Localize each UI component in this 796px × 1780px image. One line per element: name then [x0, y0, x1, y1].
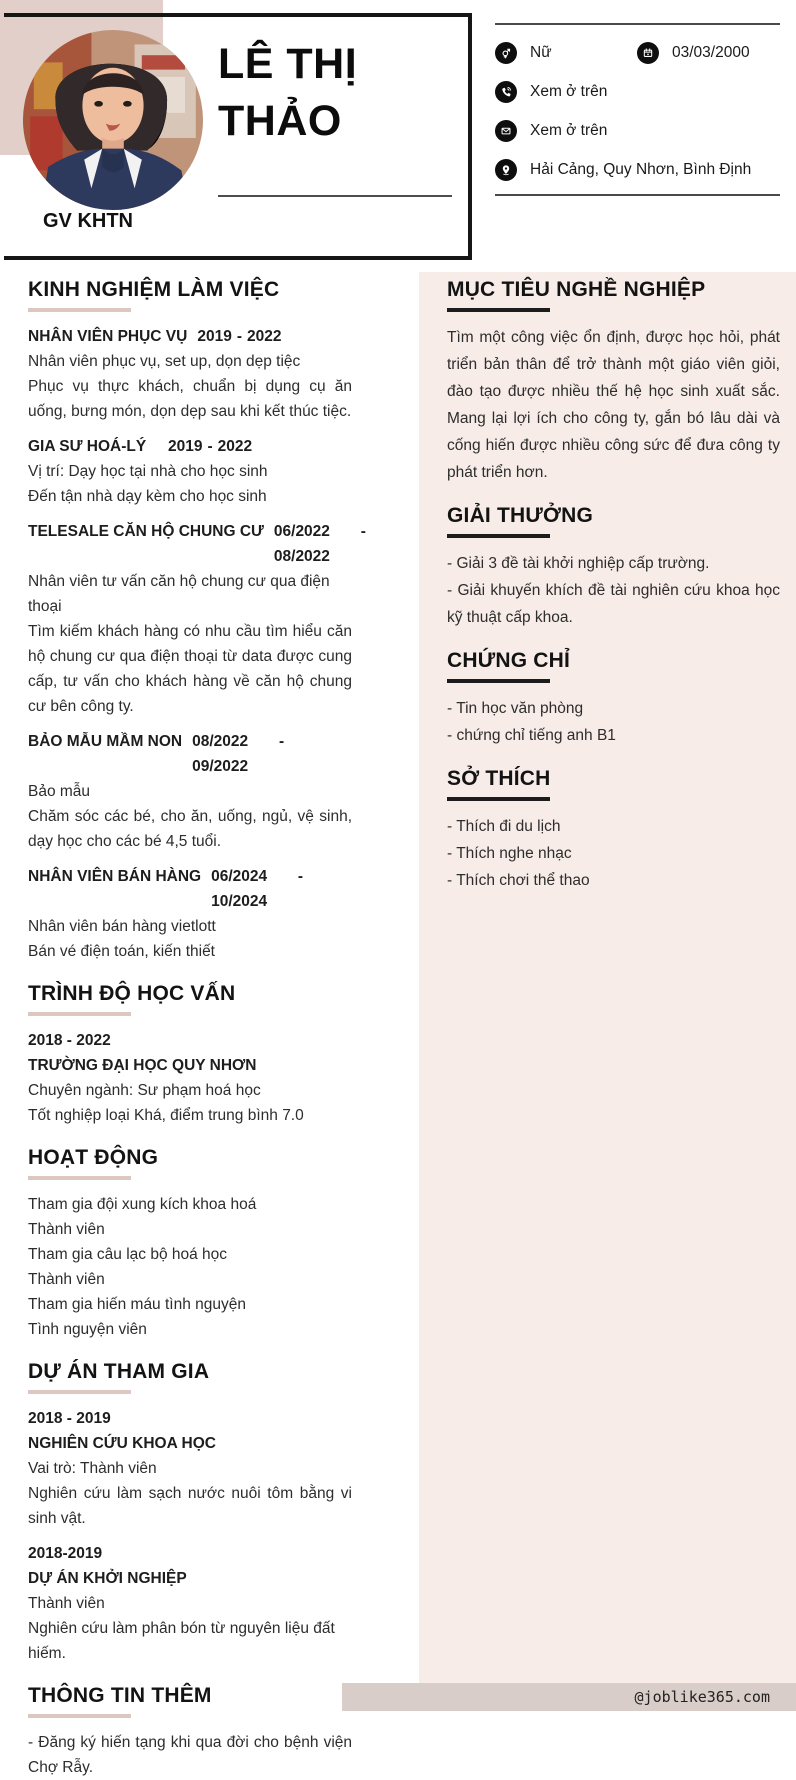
candidate-name: LÊ THỊ THẢO	[218, 40, 358, 145]
section-heading-projects: DỰ ÁN THAM GIA	[28, 1360, 352, 1384]
job-header	[28, 434, 352, 459]
date-separator: -	[297, 868, 304, 885]
email-value: Xem ở trên	[530, 122, 608, 139]
projects-section	[28, 1360, 352, 1666]
date-separator: -	[207, 438, 213, 455]
job-header	[28, 729, 352, 779]
education-section	[28, 982, 352, 1128]
job-description: Phục vụ thực khách, chuẩn bị dụng cụ ăn uống, bưng món, dọn dẹp sau khi kết thúc tiệc.	[28, 378, 352, 420]
education-result: Tốt nghiệp loại Khá, điểm trung bình 7.0	[28, 1107, 304, 1124]
job-date	[197, 324, 281, 349]
phone-icon	[495, 81, 517, 103]
education-school: TRƯỜNG ĐẠI HỌC QUY NHƠN	[28, 1057, 257, 1074]
date-end: 10/2024	[211, 893, 268, 910]
location-icon	[495, 159, 517, 181]
project-description: Nghiên cứu làm phân bón từ nguyên liệu đất hiếm.	[28, 1620, 335, 1662]
job-title: BẢO MẪU MẦM NON	[28, 733, 183, 750]
email-icon	[495, 120, 517, 142]
activity-role: Thành viên	[28, 1271, 105, 1288]
job-date	[168, 434, 252, 459]
project-role: Vai trò: Thành viên	[28, 1460, 157, 1477]
hobby-item: - Thích chơi thể thao	[447, 872, 590, 889]
date-start: 2019	[197, 328, 232, 345]
more-info-text: - Đăng ký hiến tạng khi qua đời cho bệnh viện Chợ Rẫy.	[28, 1734, 352, 1776]
project-years: 2018 - 2019	[28, 1410, 111, 1427]
date-row	[211, 864, 303, 889]
contact-rows	[495, 25, 780, 194]
phone-value: Xem ở trên	[530, 83, 608, 100]
job-entry	[28, 434, 352, 509]
section-heading-objective: MỤC TIÊU NGHỀ NGHIỆP	[447, 278, 780, 302]
job-description: Vị trí: Dạy học tại nhà cho học sinh	[28, 463, 268, 480]
date-start: 06/2024	[211, 868, 268, 885]
date-separator: -	[236, 328, 242, 345]
job-entry	[28, 324, 352, 424]
date-start: 2019	[168, 438, 203, 455]
job-entry	[28, 864, 352, 964]
date-separator: -	[278, 733, 285, 750]
job-description: Bán vé điện toán, kiến thiết	[28, 943, 215, 960]
project-entry	[28, 1541, 352, 1666]
date-end: 08/2022	[273, 548, 330, 565]
job-description: Nhân viên phục vụ, set up, dọn dẹp tiệc	[28, 353, 301, 370]
date-end: 2022	[217, 438, 253, 455]
project-role: Thành viên	[28, 1595, 105, 1612]
section-heading-hobbies: SỞ THÍCH	[447, 767, 780, 791]
hobby-item: - Thích nghe nhạc	[447, 845, 572, 862]
job-title: NHÂN VIÊN PHỤC VỤ	[28, 328, 188, 345]
award-item: - Giải khuyến khích đề tài nghiên cứu khoa học kỹ thuật cấp khoa.	[447, 582, 780, 626]
objective-text: Tìm một công việc ổn định, được học hỏi, phát triển bản thân để trở thành một giáo viên giỏi, đào tạo được nhiều thế hệ học sinh xuất sắc. Mang lại lợi ích cho công ty, gắn bó lâu dài và cống hiến được nhiều công sức để đưa công ty phát triển hơn.	[447, 329, 780, 481]
right-column	[447, 278, 780, 894]
name-underline	[218, 195, 452, 197]
job-description: Chăm sóc các bé, cho ăn, uống, ngủ, vệ sinh, dạy học cho các bé 4,5 tuổi.	[28, 808, 352, 850]
certificates-section	[447, 649, 780, 749]
job-date	[192, 729, 284, 779]
job-description: Nhân viên tư vấn căn hộ chung cư qua điện thoại	[28, 573, 330, 615]
awards-section	[447, 504, 780, 631]
more-info-section	[28, 1684, 352, 1780]
gender-field	[495, 42, 637, 64]
job-title: GIA SƯ HOÁ-LÝ	[28, 438, 147, 455]
section-heading-awards: GIẢI THƯỞNG	[447, 504, 780, 528]
date-separator: -	[360, 523, 366, 540]
activities-section	[28, 1146, 352, 1342]
job-description: Tìm kiếm khách hàng có nhu cầu tìm hiểu căn hộ chung cư qua điện thoại từ data được cung cấp, tư vấn cho khách hàng về căn hộ chung cư bên công ty.	[28, 623, 352, 715]
job-title: TELESALE CĂN HỘ CHUNG CƯ	[28, 523, 264, 540]
contact-row	[495, 42, 780, 64]
dob-field	[637, 42, 750, 64]
certificate-item: - chứng chỉ tiếng anh B1	[447, 727, 616, 744]
section-heading-activities: HOẠT ĐỘNG	[28, 1146, 352, 1170]
project-name: NGHIÊN CỨU KHOA HỌC	[28, 1435, 216, 1452]
job-header	[28, 324, 352, 349]
project-description: Nghiên cứu làm sạch nước nuôi tôm bằng vi sinh vật.	[28, 1485, 352, 1527]
job-description: Bảo mẫu	[28, 783, 91, 800]
activity-name: Tham gia câu lạc bộ hoá học	[28, 1246, 228, 1263]
project-name: DỰ ÁN KHỞI NGHIỆP	[28, 1570, 187, 1587]
contact-row	[495, 159, 780, 181]
job-entry	[28, 519, 366, 719]
job-title: NHÂN VIÊN BÁN HÀNG	[28, 868, 202, 885]
experience-section	[28, 278, 366, 964]
gender-icon	[495, 42, 517, 64]
project-entry	[28, 1406, 352, 1531]
job-position-title: GV KHTN	[43, 210, 133, 232]
calendar-icon	[637, 42, 659, 64]
project-years: 2018-2019	[28, 1545, 103, 1562]
section-heading-more-info: THÔNG TIN THÊM	[28, 1684, 352, 1708]
date-start: 08/2022	[192, 733, 249, 750]
award-item: - Giải 3 đề tài khởi nghiệp cấp trường.	[447, 555, 710, 572]
activity-role: Tình nguyện viên	[28, 1321, 147, 1338]
watermark: @joblike365.com	[634, 1688, 770, 1706]
gender-value: Nữ	[530, 44, 552, 61]
activity-name: Tham gia hiến máu tình nguyện	[28, 1296, 246, 1313]
phone-field	[495, 81, 607, 103]
section-heading-certificates: CHỨNG CHỈ	[447, 649, 780, 673]
job-date	[274, 519, 366, 569]
activity-role: Thành viên	[28, 1221, 105, 1238]
address-field	[495, 159, 751, 181]
contact-row	[495, 81, 780, 103]
date-end: 2022	[246, 328, 282, 345]
activity-name: Tham gia đội xung kích khoa hoá	[28, 1196, 257, 1213]
address-value: Hải Cảng, Quy Nhơn, Bình Định	[530, 161, 752, 178]
contact-divider-bottom	[495, 194, 780, 196]
job-date	[211, 864, 303, 914]
dob-value: 03/03/2000	[672, 44, 750, 61]
date-end: 09/2022	[192, 758, 249, 775]
hobby-item: - Thích đi du lịch	[447, 818, 561, 835]
job-entry	[28, 729, 352, 854]
education-years: 2018 - 2022	[28, 1032, 111, 1049]
profile-photo	[23, 30, 203, 210]
certificate-item: - Tin học văn phòng	[447, 700, 584, 717]
footer-bar	[342, 1683, 796, 1711]
contact-block	[495, 23, 780, 196]
left-column	[28, 278, 366, 1780]
job-description: Đến tận nhà dạy kèm cho học sinh	[28, 488, 267, 505]
job-description: Nhân viên bán hàng vietlott	[28, 918, 216, 935]
section-heading-experience: KINH NGHIỆM LÀM VIỆC	[28, 278, 352, 302]
hobbies-section	[447, 767, 780, 894]
job-header	[28, 864, 352, 914]
objective-section	[447, 278, 780, 486]
date-row	[274, 519, 366, 544]
date-row	[192, 729, 284, 754]
date-start: 06/2022	[273, 523, 330, 540]
job-header	[28, 519, 366, 569]
education-major: Chuyên ngành: Sư phạm hoá học	[28, 1082, 261, 1099]
section-heading-education: TRÌNH ĐỘ HỌC VẤN	[28, 982, 352, 1006]
contact-row	[495, 120, 780, 142]
email-field	[495, 120, 607, 142]
